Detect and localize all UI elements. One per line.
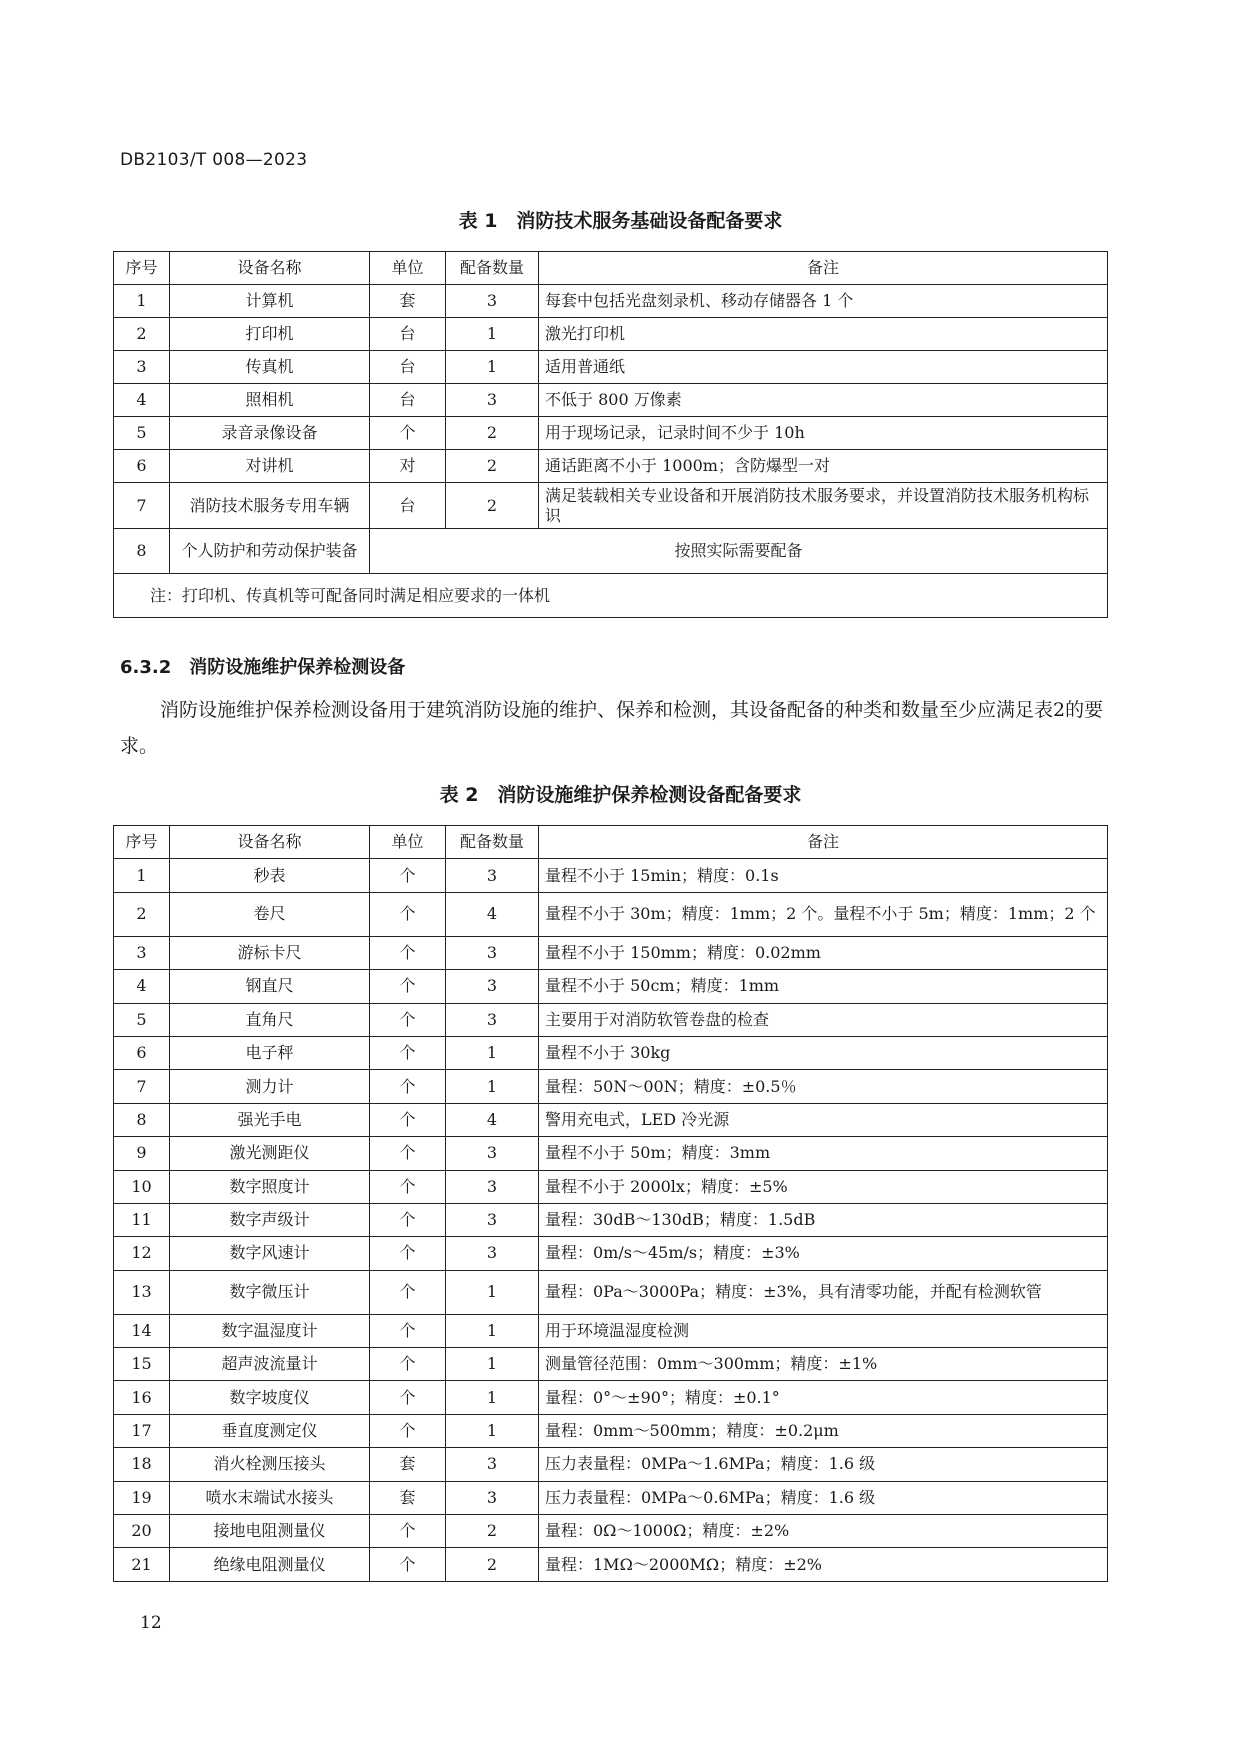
table-cell: 8 xyxy=(114,1103,170,1136)
table-cell: 传真机 xyxy=(170,351,370,384)
table-cell: 2 xyxy=(446,483,539,529)
table-cell: 11 xyxy=(114,1203,170,1236)
table-cell: 13 xyxy=(114,1270,170,1314)
table-row xyxy=(114,1414,1108,1447)
table-cell: 个 xyxy=(370,1381,446,1414)
table-cell: 14 xyxy=(114,1314,170,1347)
section-heading: 6.3.2 消防设施维护保养检测设备 xyxy=(120,657,406,678)
table-cell: 激光测距仪 xyxy=(170,1137,370,1170)
table-cell: 警用充电式，LED 冷光源 xyxy=(539,1103,1108,1136)
table1-title: 表 1 消防技术服务基础设备配备要求 xyxy=(458,210,783,232)
table-cell: 2 xyxy=(446,1515,539,1548)
table-cell: 用于环境温湿度检测 xyxy=(539,1314,1108,1347)
table-cell: 个 xyxy=(370,1515,446,1548)
table-cell: 个 xyxy=(370,1270,446,1314)
table-cell: 7 xyxy=(114,483,170,529)
table-row xyxy=(114,1381,1108,1414)
table-cell: 4 xyxy=(114,970,170,1003)
table-cell: 个 xyxy=(370,1414,446,1447)
table-cell: 套 xyxy=(370,1481,446,1514)
table-cell: 激光打印机 xyxy=(539,318,1108,351)
table-cell: 1 xyxy=(446,351,539,384)
table-cell: 个 xyxy=(370,1170,446,1203)
table-cell: 量程：0Ω～1000Ω；精度：±2% xyxy=(539,1515,1108,1548)
table-cell: 个 xyxy=(370,1314,446,1347)
table-cell: 17 xyxy=(114,1414,170,1447)
table-cell: 量程不小于 50m；精度：3mm xyxy=(539,1137,1108,1170)
table-cell: 4 xyxy=(446,1103,539,1136)
table-cell: 量程不小于 150mm；精度：0.02mm xyxy=(539,936,1108,969)
table-cell: 3 xyxy=(446,1170,539,1203)
column-header: 设备名称 xyxy=(170,826,370,859)
table-cell: 台 xyxy=(370,483,446,529)
table-row xyxy=(114,483,1108,529)
table-cell: 量程：0°～±90°；精度：±0.1° xyxy=(539,1381,1108,1414)
table-cell: 超声波流量计 xyxy=(170,1348,370,1381)
table-cell: 8 xyxy=(114,529,170,574)
table-row xyxy=(114,285,1108,318)
table-cell: 3 xyxy=(446,1481,539,1514)
table-cell: 电子秤 xyxy=(170,1036,370,1069)
table-cell: 1 xyxy=(114,285,170,318)
table-cell: 主要用于对消防软管卷盘的检查 xyxy=(539,1003,1108,1036)
table2 xyxy=(113,825,1108,1582)
table-row xyxy=(114,1237,1108,1270)
table-cell: 消防技术服务专用车辆 xyxy=(170,483,370,529)
table-cell: 1 xyxy=(446,1070,539,1103)
table-cell: 19 xyxy=(114,1481,170,1514)
table-cell: 4 xyxy=(114,384,170,417)
column-header: 备注 xyxy=(539,252,1108,285)
table-cell: 对讲机 xyxy=(170,450,370,483)
column-header: 单位 xyxy=(370,252,446,285)
table-cell: 21 xyxy=(114,1548,170,1581)
table-row xyxy=(114,1003,1108,1036)
column-header: 配备数量 xyxy=(446,252,539,285)
table-note: 注：打印机、传真机等可配备同时满足相应要求的一体机 xyxy=(114,574,1108,618)
table-cell: 接地电阻测量仪 xyxy=(170,1515,370,1548)
table-cell: 数字照度计 xyxy=(170,1170,370,1203)
table-row xyxy=(114,1314,1108,1347)
table-cell: 套 xyxy=(370,285,446,318)
table-cell: 量程不小于 30m；精度：1mm；2 个。量程不小于 5m；精度：1mm；2 个 xyxy=(539,892,1108,936)
table-cell: 数字温湿度计 xyxy=(170,1314,370,1347)
table-cell: 适用普通纸 xyxy=(539,351,1108,384)
table-cell: 20 xyxy=(114,1515,170,1548)
table-cell: 个 xyxy=(370,892,446,936)
table-cell: 秒表 xyxy=(170,859,370,892)
table-cell: 15 xyxy=(114,1348,170,1381)
table1-header-row xyxy=(114,252,1108,285)
table-cell: 压力表量程：0MPa～1.6MPa；精度：1.6 级 xyxy=(539,1448,1108,1481)
table-row xyxy=(114,1270,1108,1314)
table-row xyxy=(114,1170,1108,1203)
column-header: 单位 xyxy=(370,826,446,859)
table-cell: 个 xyxy=(370,1203,446,1236)
table-cell: 个 xyxy=(370,1036,446,1069)
table-cell: 打印机 xyxy=(170,318,370,351)
table-cell: 台 xyxy=(370,318,446,351)
table-cell: 3 xyxy=(446,384,539,417)
table-cell: 每套中包括光盘刻录机、移动存储器各 1 个 xyxy=(539,285,1108,318)
table-row xyxy=(114,529,1108,574)
table-cell: 录音录像设备 xyxy=(170,417,370,450)
table-cell: 绝缘电阻测量仪 xyxy=(170,1548,370,1581)
table-cell: 1 xyxy=(446,318,539,351)
table-cell: 量程：50N～00N；精度：±0.5％ xyxy=(539,1070,1108,1103)
table-cell: 个 xyxy=(370,1237,446,1270)
table-cell: 照相机 xyxy=(170,384,370,417)
table-cell: 直角尺 xyxy=(170,1003,370,1036)
table-cell: 3 xyxy=(446,970,539,1003)
table-cell: 量程：1MΩ～2000MΩ；精度：±2% xyxy=(539,1548,1108,1581)
table-row xyxy=(114,892,1108,936)
table-row xyxy=(114,1103,1108,1136)
table-row xyxy=(114,1203,1108,1236)
table-cell: 2 xyxy=(446,1548,539,1581)
table-row xyxy=(114,318,1108,351)
table-cell: 喷水末端试水接头 xyxy=(170,1481,370,1514)
table-cell: 个 xyxy=(370,936,446,969)
table-cell: 个 xyxy=(370,1548,446,1581)
table-cell: 1 xyxy=(446,1348,539,1381)
table-row xyxy=(114,1448,1108,1481)
page-number: 12 xyxy=(140,1613,162,1633)
table-cell: 台 xyxy=(370,351,446,384)
table-cell: 3 xyxy=(114,351,170,384)
table-cell: 1 xyxy=(446,1270,539,1314)
table-cell: 个 xyxy=(370,1348,446,1381)
table-row xyxy=(114,1548,1108,1581)
table-cell: 压力表量程：0MPa～0.6MPa；精度：1.6 级 xyxy=(539,1481,1108,1514)
table-cell: 台 xyxy=(370,384,446,417)
table-row xyxy=(114,970,1108,1003)
table-cell: 量程：0m/s～45m/s；精度：±3% xyxy=(539,1237,1108,1270)
table-cell: 通话距离不小于 1000m；含防爆型一对 xyxy=(539,450,1108,483)
table-cell: 3 xyxy=(114,936,170,969)
table-cell: 量程不小于 30kg xyxy=(539,1036,1108,1069)
table2-header-row xyxy=(114,826,1108,859)
table-cell: 游标卡尺 xyxy=(170,936,370,969)
table-cell: 卷尺 xyxy=(170,892,370,936)
table-cell: 个 xyxy=(370,859,446,892)
table-cell: 6 xyxy=(114,450,170,483)
table-cell: 6 xyxy=(114,1036,170,1069)
table-cell: 数字风速计 xyxy=(170,1237,370,1270)
table-row xyxy=(114,1515,1108,1548)
table-cell: 消火栓测压接头 xyxy=(170,1448,370,1481)
table-row xyxy=(114,1036,1108,1069)
table-cell: 1 xyxy=(114,859,170,892)
table-cell: 3 xyxy=(446,859,539,892)
table-cell: 不低于 800 万像素 xyxy=(539,384,1108,417)
table-cell: 个 xyxy=(370,1003,446,1036)
table-cell: 18 xyxy=(114,1448,170,1481)
table-row xyxy=(114,417,1108,450)
table-cell: 量程不小于 15min；精度：0.1s xyxy=(539,859,1108,892)
table-cell: 1 xyxy=(446,1414,539,1447)
table-cell: 数字微压计 xyxy=(170,1270,370,1314)
table-cell: 3 xyxy=(446,936,539,969)
column-header: 备注 xyxy=(539,826,1108,859)
table-cell: 计算机 xyxy=(170,285,370,318)
table-cell: 个 xyxy=(370,417,446,450)
table-cell: 3 xyxy=(446,1448,539,1481)
table-cell: 测力计 xyxy=(170,1070,370,1103)
table-cell: 满足装载相关专业设备和开展消防技术服务要求，并设置消防技术服务机构标识 xyxy=(539,483,1108,529)
table-cell: 量程：0Pa～3000Pa；精度：±3%，具有清零功能，并配有检测软管 xyxy=(539,1270,1108,1314)
column-header: 序号 xyxy=(114,252,170,285)
table-cell: 3 xyxy=(446,1137,539,1170)
table-row xyxy=(114,1137,1108,1170)
table-cell: 数字坡度仪 xyxy=(170,1381,370,1414)
table-cell: 5 xyxy=(114,417,170,450)
table-cell: 1 xyxy=(446,1314,539,1347)
table-cell: 10 xyxy=(114,1170,170,1203)
table-cell: 3 xyxy=(446,285,539,318)
table-cell: 个 xyxy=(370,1070,446,1103)
table-cell: 7 xyxy=(114,1070,170,1103)
table-row xyxy=(114,859,1108,892)
table-cell: 用于现场记录，记录时间不少于 10h xyxy=(539,417,1108,450)
table-row xyxy=(114,936,1108,969)
table-cell: 套 xyxy=(370,1448,446,1481)
table-cell: 量程不小于 2000lx；精度：±5% xyxy=(539,1170,1108,1203)
table-cell: 1 xyxy=(446,1381,539,1414)
table-cell: 16 xyxy=(114,1381,170,1414)
table-cell: 个 xyxy=(370,1103,446,1136)
table-cell: 3 xyxy=(446,1203,539,1236)
table-row xyxy=(114,450,1108,483)
table-cell: 强光手电 xyxy=(170,1103,370,1136)
table-cell: 测量管径范围：0mm～300mm；精度：±1% xyxy=(539,1348,1108,1381)
table2-title: 表 2 消防设施维护保养检测设备配备要求 xyxy=(439,784,802,806)
table-row xyxy=(114,1070,1108,1103)
table-cell: 个 xyxy=(370,970,446,1003)
document-code: DB2103/T 008—2023 xyxy=(120,150,308,170)
table-cell: 4 xyxy=(446,892,539,936)
table-cell: 量程：30dB～130dB；精度：1.5dB xyxy=(539,1203,1108,1236)
table-cell: 个 xyxy=(370,1137,446,1170)
table-cell: 按照实际需要配备 xyxy=(370,529,1108,574)
table-cell: 数字声级计 xyxy=(170,1203,370,1236)
table-note-row xyxy=(114,574,1108,618)
table-cell: 12 xyxy=(114,1237,170,1270)
table-cell: 3 xyxy=(446,1237,539,1270)
table-cell: 9 xyxy=(114,1137,170,1170)
table-cell: 2 xyxy=(446,417,539,450)
table-row xyxy=(114,351,1108,384)
table-cell: 量程：0mm～500mm；精度：±0.2μm xyxy=(539,1414,1108,1447)
table-cell: 对 xyxy=(370,450,446,483)
table-cell: 5 xyxy=(114,1003,170,1036)
column-header: 配备数量 xyxy=(446,826,539,859)
table-cell: 3 xyxy=(446,1003,539,1036)
column-header: 序号 xyxy=(114,826,170,859)
section-paragraph: 消防设施维护保养检测设备用于建筑消防设施的维护、保养和检测，其设备配备的种类和数量至少应满足表2的要求。 xyxy=(120,699,1104,757)
column-header: 设备名称 xyxy=(170,252,370,285)
table-cell: 垂直度测定仪 xyxy=(170,1414,370,1447)
table-cell: 2 xyxy=(114,318,170,351)
table1 xyxy=(113,251,1108,618)
table-row xyxy=(114,384,1108,417)
table-cell: 个人防护和劳动保护装备 xyxy=(170,529,370,574)
table-cell: 2 xyxy=(114,892,170,936)
table-row xyxy=(114,1481,1108,1514)
table-cell: 钢直尺 xyxy=(170,970,370,1003)
table-row xyxy=(114,1348,1108,1381)
table-cell: 2 xyxy=(446,450,539,483)
table-cell: 量程不小于 50cm；精度：1mm xyxy=(539,970,1108,1003)
table-cell: 1 xyxy=(446,1036,539,1069)
